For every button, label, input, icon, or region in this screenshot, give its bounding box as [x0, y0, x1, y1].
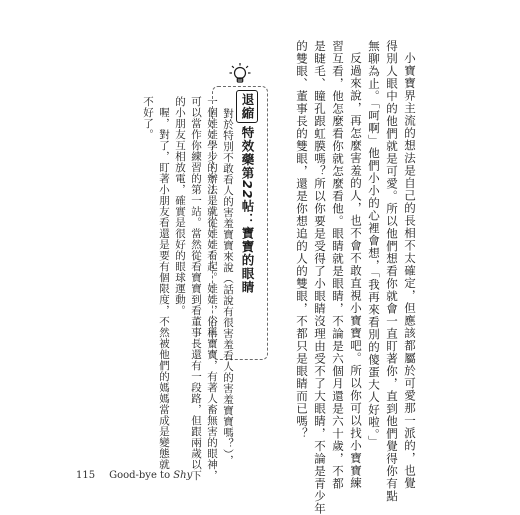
tip-line-2: 一個娃娃學步的辦法是就從娃娃看起。娃娃，俗稱寶寶，有著人畜無害的眼神，: [206, 96, 218, 481]
tip-title-pre: 特效藥第: [240, 126, 255, 180]
tip-line-3: 可以當作你練習的第一站。當然從看寶寶到看董事長還有一段路，但跟兩歲以下: [190, 96, 202, 481]
tip-line-4: 的小朋友互相放電，確實是很好的眼球運動。: [174, 96, 186, 316]
page-number: 115: [76, 470, 96, 481]
tip-heading: [236, 90, 258, 294]
tip-title-post: 帖：寶寶的眼睛: [240, 199, 255, 294]
book-title-emphasis: Shy: [173, 470, 193, 481]
tip-line-1: 對於特別不敢看人的害羞寶寶來說（話說有很害羞看人的害羞寶寶嗎？），: [222, 108, 234, 466]
tip-line-5: 喔，對了，盯著小朋友看還是要有個限度，不然被他們的媽媽當成是變態就: [158, 96, 170, 470]
page-footer: [76, 470, 192, 481]
lightbulb-icon: [229, 62, 251, 88]
body-line-2: 得別人眼中的他們就是可愛。所以他們想看你就會一直盯著你，直到他們覺得你有點: [385, 40, 399, 503]
book-title: Good-bye to: [109, 470, 174, 481]
body-line-7: 的雙眼、董事長的雙眼，還是你想追的人的雙眼，不都只是眼睛而已嗎？: [295, 40, 309, 440]
body-line-4: 反過來說，再怎麼害羞的人，也不會不敢直視小寶寶吧。所以你可以找小寶寶練: [349, 52, 363, 490]
body-line-6: 是睫毛、瞳孔跟虹膜嗎？所以你要是受得了小眼睛沒理由受不了大眼睛，不論是青少年: [313, 40, 327, 515]
tip-tag: 退縮: [236, 90, 258, 123]
tip-number: 22: [240, 180, 255, 200]
tip-line-6: 不好了。: [142, 96, 154, 140]
body-line-5: 習互看，他怎麼看你就怎麼看他。眼睛就是眼睛，不論是六個月還是六十歲，不都: [331, 40, 345, 490]
body-line-1: 小寶寶界主流的想法是自己的長相不太確定，但應該都屬於可愛那一派的，也覺: [403, 52, 417, 490]
body-line-3: 無聊為止。「呵啊」他們小小的心裡會想，「我再來看別的傻蛋大人好啦。」: [367, 40, 381, 448]
